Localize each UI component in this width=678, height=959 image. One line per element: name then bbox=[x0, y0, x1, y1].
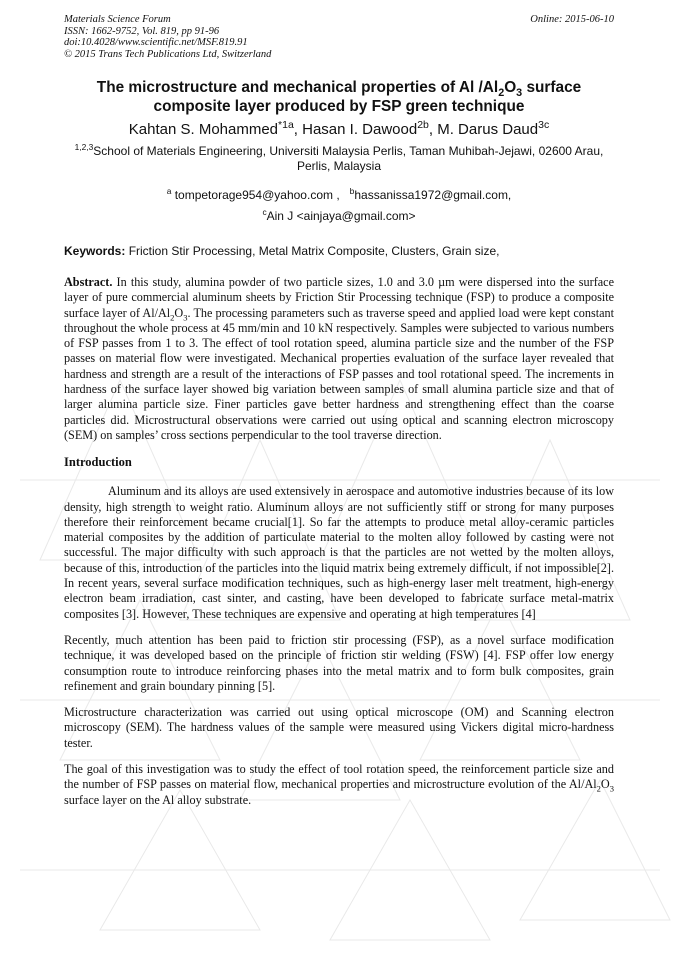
intro-sub: 2 bbox=[596, 783, 601, 794]
journal-doi: doi:10.4028/www.scientific.net/MSF.819.91 bbox=[64, 37, 248, 48]
abstract-text: . The processing parameters such as traverse speed and applied load were kept constant throughout the whole process at 45 mm/min and 10 kN respectively. Samples were subjected to various numbers of FSP passes from 1 to 3. The effect of tool rotation speed, alumina particle size and the number of the FSP passes on material flow were investigated. Mechanical properties evaluation of the surface layer revealed that hardness and strength are a result of the interactions of FSP passes and tool rotational speed. The increments in hardness of the surface layer showed big variation between samples of small alumina particle size and that of larger alumina particle size. Finer particles gave better hardness and strengthening effect than the coarse particles did. Microstructural observations were carried out using optical and scanning electron microscopy (SEM) on samples’ cross sections perpendicular to the tool traverse direction. bbox=[64, 305, 614, 442]
journal-copyright: © 2015 Trans Tech Publications Ltd, Switzerland bbox=[64, 48, 272, 60]
affiliation-sup: 1,2,3 bbox=[74, 142, 94, 152]
journal-header bbox=[64, 14, 614, 60]
keywords-label: Keywords: bbox=[64, 244, 126, 258]
keywords bbox=[64, 244, 614, 259]
journal-name: Materials Science Forum bbox=[64, 14, 171, 25]
intro-text: O bbox=[600, 777, 610, 792]
title-sub: 2 bbox=[498, 87, 505, 100]
author-name: Kahtan S. Mohammed bbox=[128, 121, 279, 138]
intro-paragraph bbox=[64, 762, 614, 808]
intro-paragraph: Microstructure characterization was carried out using optical microscope (OM) and Scanning electron microscopy (SEM). The hardness values of the sample were measured using Vickers digital micro-hardness tester. bbox=[64, 705, 614, 750]
title-part1: The microstructure and mechanical properties of Al /Al bbox=[96, 79, 499, 96]
author-list bbox=[64, 120, 614, 140]
email-sup: a bbox=[166, 186, 172, 196]
keywords-text: Friction Stir Processing, Metal Matrix Composite, Clusters, Grain size, bbox=[125, 244, 500, 258]
abstract-sub: 2 bbox=[170, 312, 175, 323]
email-b: hassanissa1972@gmail.com, bbox=[354, 188, 512, 202]
paper-title bbox=[64, 78, 614, 116]
email-sup: b bbox=[349, 186, 355, 196]
abstract-text: In this study, alumina powder of two particle sizes, 1.0 and 3.0 µm were dispersed into the surface layer of pure commercial aluminum sheets by Friction Stir Processing technique (FSP) to produce a composite surface layer of Al/Al bbox=[64, 275, 614, 320]
intro-text: surface layer on the Al alloy substrate. bbox=[64, 792, 252, 807]
journal-info bbox=[64, 14, 271, 60]
email-sup: c bbox=[262, 207, 267, 217]
title-sub: 3 bbox=[516, 87, 523, 100]
author-sup: *1a bbox=[278, 119, 294, 131]
author-name: , M. Darus Daud bbox=[428, 121, 539, 138]
author-emails bbox=[64, 188, 614, 224]
author-sup: 2b bbox=[417, 119, 429, 131]
abstract-label: Abstract. bbox=[64, 275, 113, 289]
author-sup: 3c bbox=[538, 119, 550, 131]
intro-text: The goal of this investigation was to study the effect of tool rotation speed, the reinforcement particle size and the number of FSP passes on material flow, mechanical properties and microstructure evolution of the Al/Al bbox=[64, 762, 614, 792]
affiliation bbox=[64, 144, 614, 174]
title-part2: O bbox=[504, 79, 517, 96]
intro-paragraph: Aluminum and its alloys are used extensively in aerospace and automotive industries because of its low density, high strength to weight ratio. Aluminum alloys are not sufficiently stiff or strong for many purposes therefore their reinforcement became crucial[1]. So far the attempts to produce metal alloy-ceramic particles material composites by the addition of particulate material to the molten alloy followed by casting were not successful. The major difficulty with such approach is that the particles are not wetted by the molten alloys, because of this, introduction of the particles into the liquid matrix being extremely difficult, if not impossible[2]. In recent years, several surface modification techniques, such as high-energy laser melt treatment, high-energy electron beam irradiation, cast sinter, and casting, have been developed to fabricate surface metal-matrix composites [3]. However, These techniques are expensive and operating at high temperatures [4] bbox=[64, 484, 614, 621]
email-a: tompetorage954@yahoo.com , bbox=[171, 188, 340, 202]
abstract-sub: 3 bbox=[183, 312, 188, 323]
author-name: , Hasan I. Dawood bbox=[293, 121, 418, 138]
title-part3: surface composite layer produced by FSP green technique bbox=[153, 79, 582, 115]
abstract-text: O bbox=[174, 305, 184, 320]
intro-sub: 3 bbox=[609, 783, 614, 794]
affiliation-text: School of Materials Engineering, Universiti Malaysia Perlis, Taman Muhibah-Jejawi, 02600 Arau, Perlis, Malaysia bbox=[93, 144, 604, 173]
abstract bbox=[64, 275, 614, 443]
intro-paragraph: Recently, much attention has been paid to friction stir processing (FSP), as a novel surface modification technique, it was developed based on the principle of friction stir welding (FSW) [4]. FSP offer low energy consumption route to introduce reinforcing phases into the metal matrix and to form bulk composites, grain refinement and grain boundary pinning [5]. bbox=[64, 632, 614, 693]
journal-issn: ISSN: 1662-9752, Vol. 819, pp 91-96 bbox=[64, 25, 220, 37]
section-heading: Introduction bbox=[64, 455, 132, 470]
online-date: Online: 2015-06-10 bbox=[530, 14, 614, 25]
email-c: Ain J <ainjaya@gmail.com> bbox=[266, 209, 416, 223]
